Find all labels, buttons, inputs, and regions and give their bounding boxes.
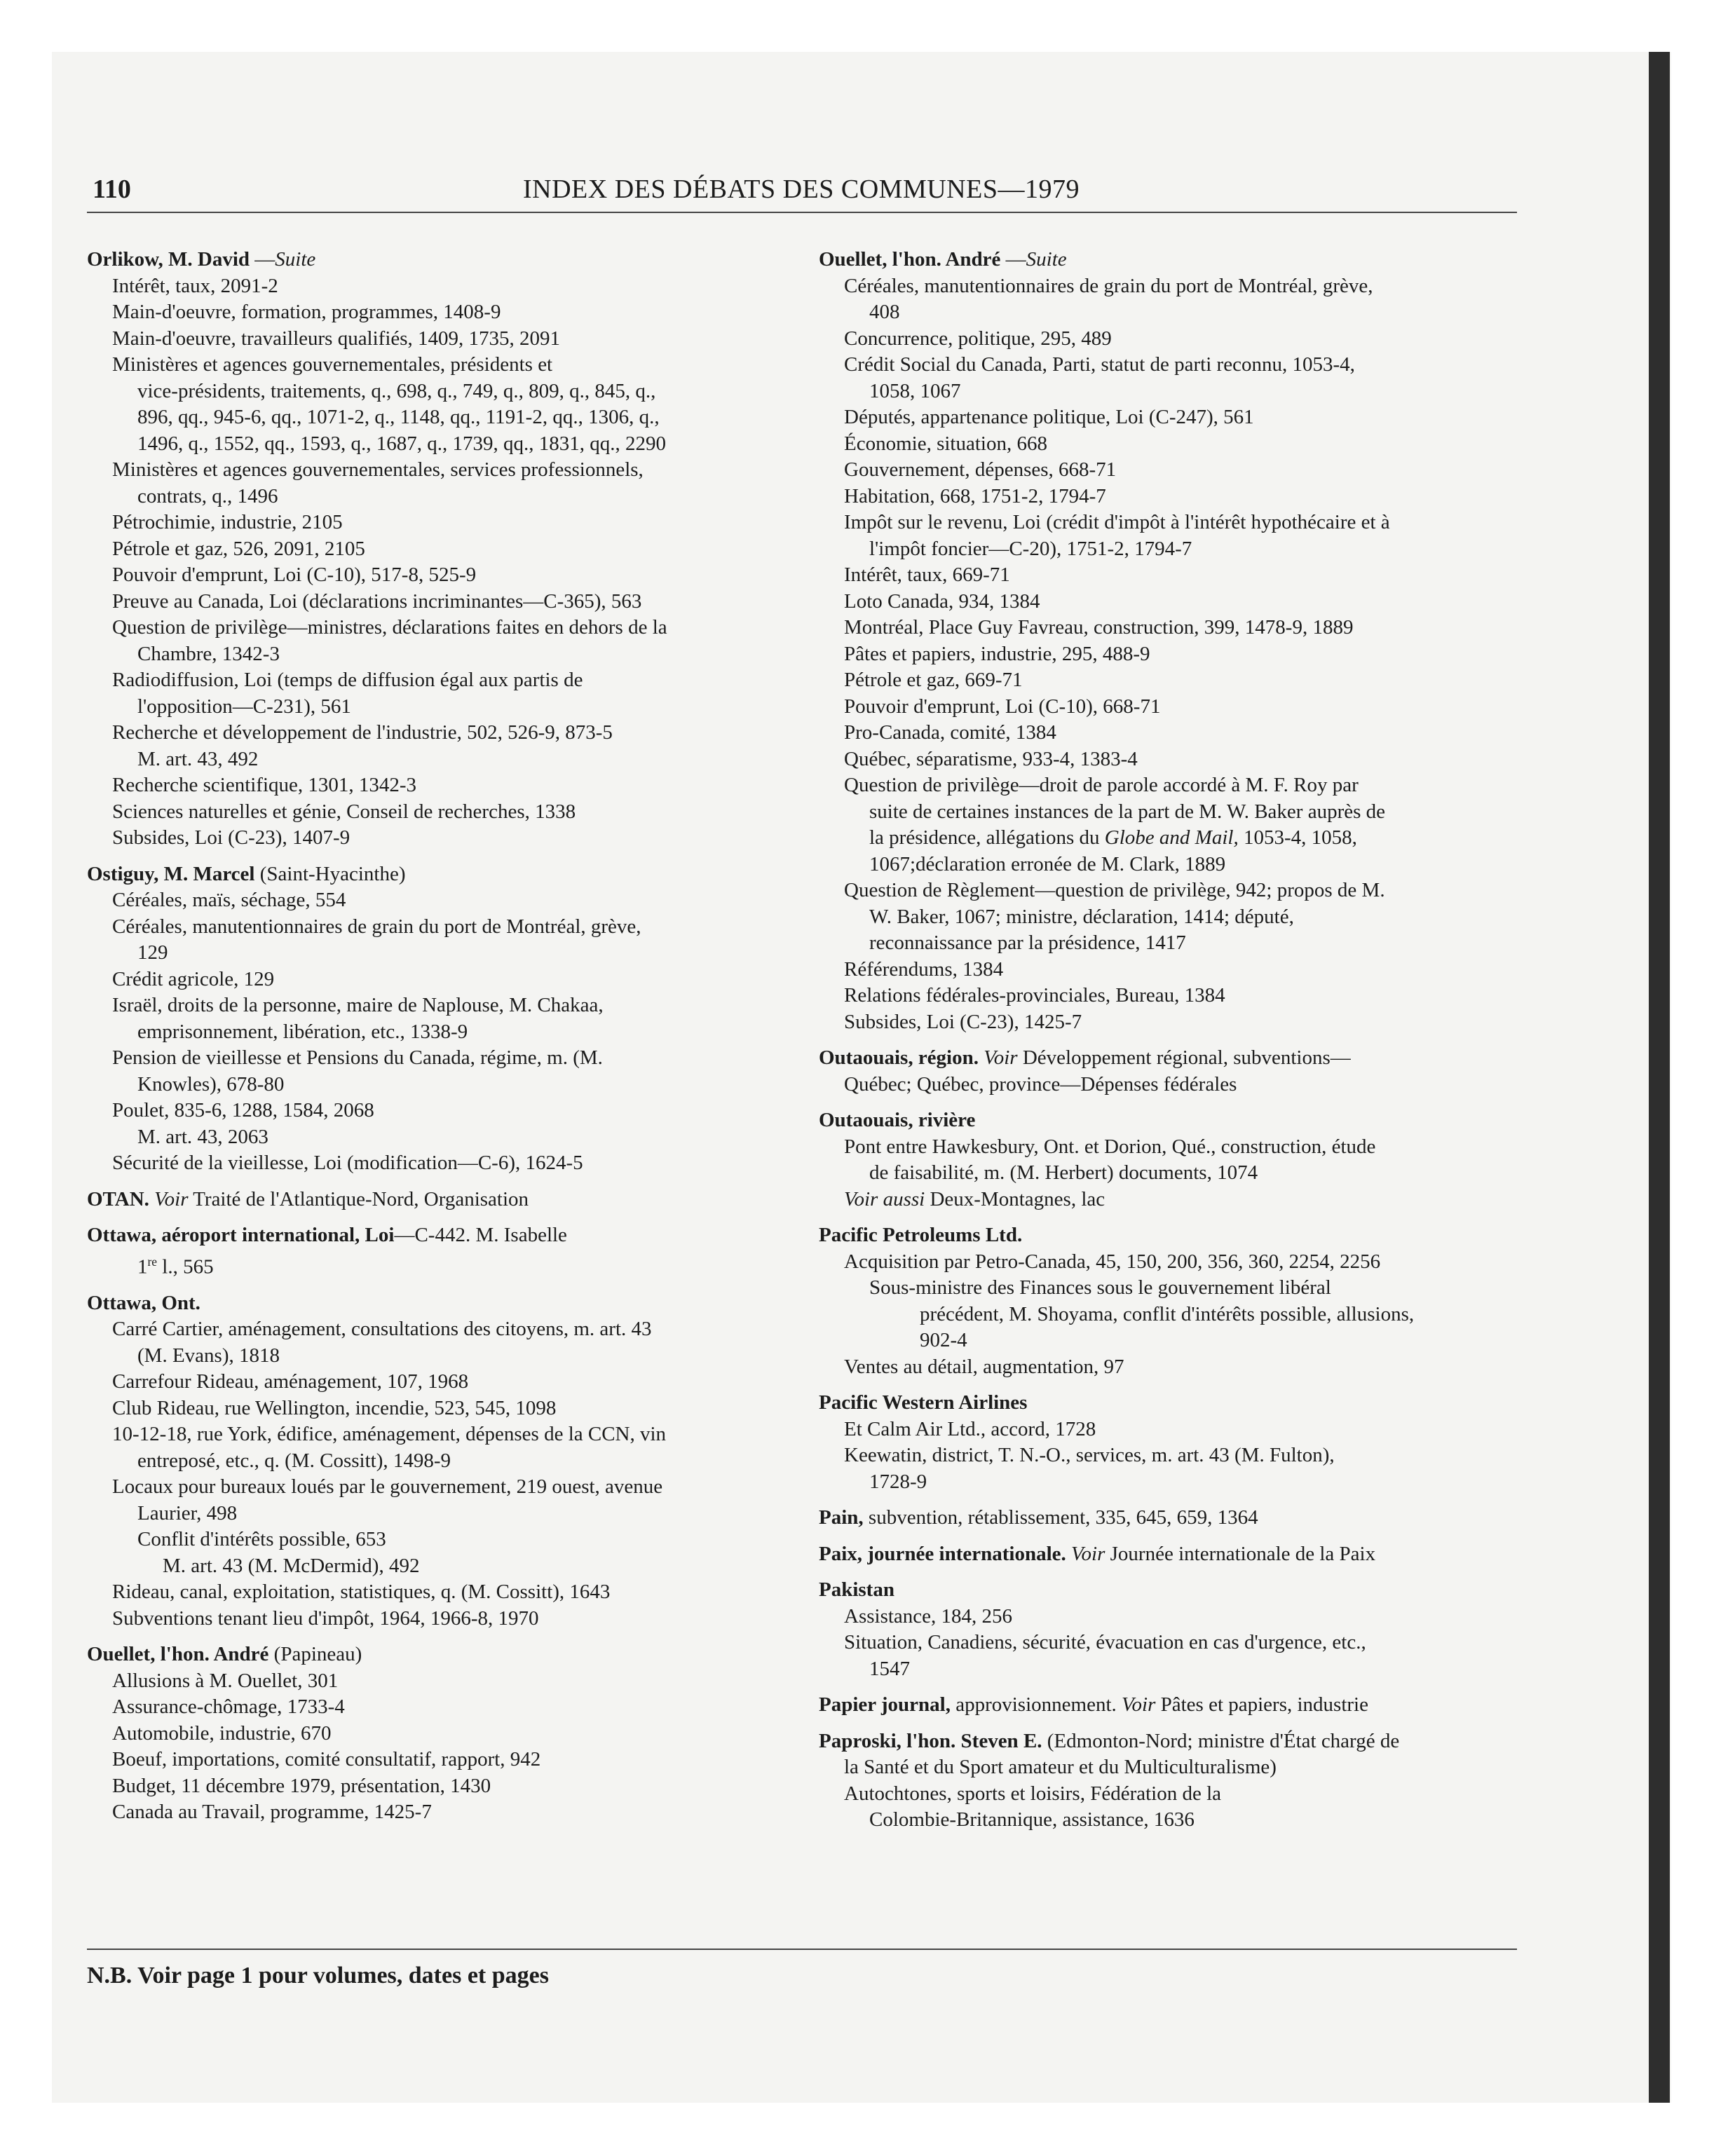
index-subentry: [87, 1606, 788, 1632]
index-entry: [819, 1390, 1520, 1495]
index-subentry: [87, 1098, 788, 1124]
index-entry: [819, 1692, 1520, 1719]
text-run: Sciences naturelles et génie, Conseil de recherches, 1338: [112, 800, 576, 823]
text-run: Autochtones, sports et loisirs, Fédération de la: [844, 1782, 1222, 1805]
index-subentry: [819, 1656, 1520, 1683]
text-run: Voir aussi: [844, 1187, 925, 1210]
text-run: Ostiguy, M. Marcel: [87, 862, 255, 885]
index-subentry: [87, 1448, 788, 1475]
index-heading: [819, 1045, 1520, 1072]
text-run: 1053-4, 1058,: [1238, 826, 1357, 849]
index-heading: [819, 1222, 1520, 1249]
index-subentry: [819, 957, 1520, 983]
index-subentry: [819, 1249, 1520, 1276]
index-subentry: [87, 589, 788, 615]
index-subentry: [87, 510, 788, 536]
index-subentry: [819, 1072, 1520, 1098]
index-subentry: [819, 457, 1520, 484]
index-subentry: [87, 887, 788, 914]
text-run: Pouvoir d'emprunt, Loi (C-10), 668-71: [844, 695, 1161, 718]
index-subentry: [819, 352, 1520, 378]
index-subentry: [87, 562, 788, 589]
index-subentry: [819, 1275, 1520, 1302]
text-run: 1: [137, 1255, 148, 1278]
text-run: Pacific Petroleums Ltd.: [819, 1224, 1023, 1246]
text-run: Globe and Mail,: [1104, 826, 1239, 849]
text-run: l'impôt foncier—C-20), 1751-2, 1794-7: [869, 537, 1192, 560]
text-run: Allusions à M. Ouellet, 301: [112, 1669, 339, 1692]
index-heading: [819, 1505, 1520, 1531]
text-run: Subsides, Loi (C-23), 1407-9: [112, 826, 351, 849]
index-entry: [87, 247, 788, 852]
index-subentry: [87, 1668, 788, 1695]
index-subentry: [87, 694, 788, 721]
index-subentry: [819, 1417, 1520, 1443]
text-run: Habitation, 668, 1751-2, 1794-7: [844, 484, 1106, 507]
index-subentry: [87, 1527, 788, 1553]
index-subentry: [819, 1009, 1520, 1036]
text-run: la présidence, allégations du: [869, 826, 1105, 849]
text-run: M. art. 43, 2063: [137, 1125, 268, 1148]
text-run: Question de privilège—ministres, déclarations faites en dehors de la: [112, 616, 667, 639]
index-entry: [819, 1222, 1520, 1380]
index-subentry: [819, 1134, 1520, 1161]
index-subentry: [819, 825, 1520, 852]
text-run: précédent, M. Shoyama, conflit d'intérêts possible, allusions,: [920, 1302, 1415, 1325]
index-heading: [819, 1541, 1520, 1568]
text-run: Pont entre Hawkesbury, Ont. et Dorion, Qué., construction, étude: [844, 1135, 1376, 1158]
text-run: Radiodiffusion, Loi (temps de diffusion égal aux partis de: [112, 669, 583, 691]
index-subentry: [87, 1579, 788, 1606]
text-run: 1067;déclaration erronée de M. Clark, 1889: [869, 852, 1226, 875]
index-subentry: [87, 1316, 788, 1343]
index-subentry: [87, 536, 788, 563]
text-run: Voir: [154, 1187, 189, 1210]
index-subentry: [87, 799, 788, 826]
index-subentry: [819, 536, 1520, 563]
text-run: 1058, 1067: [869, 379, 961, 402]
text-run: —: [250, 248, 275, 271]
text-run: suite de certaines instances de la part de M. W. Baker auprès de: [869, 800, 1386, 823]
text-run: 408: [869, 301, 900, 323]
text-run: (M. Evans), 1818: [137, 1344, 280, 1367]
text-run: 902-4: [920, 1329, 967, 1351]
index-subentry: [87, 940, 788, 967]
text-run: Main-d'oeuvre, formation, programmes, 1408-9: [112, 301, 501, 323]
index-subentry: [819, 378, 1520, 405]
text-run: Sous-ministre des Finances sous le gouvernement libéral: [869, 1276, 1331, 1299]
index-subentry: [87, 914, 788, 941]
text-run: Montréal, Place Guy Favreau, construction, 399, 1478-9, 1889: [844, 616, 1354, 639]
text-run: Papier journal,: [819, 1693, 951, 1716]
index-subentry: [87, 1773, 788, 1800]
scan-edge-shadow: [1649, 52, 1670, 2103]
index-subentry: [819, 1604, 1520, 1630]
text-run: de faisabilité, m. (M. Herbert) documents, 1074: [869, 1161, 1258, 1184]
text-run: (Papineau): [268, 1643, 362, 1666]
text-run: Question de privilège—droit de parole accordé à M. F. Roy par: [844, 774, 1359, 796]
text-run: reconnaissance par la présidence, 1417: [869, 932, 1186, 954]
index-subentry: [819, 589, 1520, 615]
text-run: contrats, q., 1496: [137, 484, 278, 507]
text-run: entreposé, etc., q. (M. Cossitt), 1498-9: [137, 1449, 451, 1472]
text-run: l., 565: [157, 1255, 214, 1278]
index-subentry: [87, 1421, 788, 1448]
text-run: Pâtes et papiers, industrie: [1155, 1693, 1368, 1716]
index-subentry: [819, 1807, 1520, 1834]
index-subentry: [87, 378, 788, 405]
index-subentry: [819, 694, 1520, 721]
index-subentry: [819, 562, 1520, 589]
text-run: Ottawa, Ont.: [87, 1291, 200, 1314]
index-subentry: [87, 615, 788, 641]
text-run: 129: [137, 941, 168, 964]
index-entry: [819, 247, 1520, 1035]
index-subentry: [87, 273, 788, 300]
text-run: Voir: [1122, 1693, 1156, 1716]
text-run: Impôt sur le revenu, Loi (crédit d'impôt à l'intérêt hypothécaire et à: [844, 511, 1390, 533]
index-entry: [819, 1107, 1520, 1213]
text-run: Pétrole et gaz, 526, 2091, 2105: [112, 537, 365, 560]
index-heading: [819, 1390, 1520, 1417]
index-subentry: [819, 930, 1520, 957]
index-subentry: [819, 431, 1520, 458]
text-run: l'opposition—C-231), 561: [137, 695, 351, 718]
index-subentry: [819, 852, 1520, 878]
index-subentry: [819, 1630, 1520, 1656]
text-run: Développement régional, subventions—: [1017, 1046, 1351, 1069]
index-subentry: [819, 799, 1520, 826]
text-run: Question de Règlement—question de privilège, 942; propos de M.: [844, 879, 1385, 901]
text-run: Subventions tenant lieu d'impôt, 1964, 1966-8, 1970: [112, 1606, 539, 1630]
index-subentry: [87, 1343, 788, 1370]
text-run: Députés, appartenance politique, Loi (C-247), 561: [844, 406, 1254, 428]
text-run: Rideau, canal, exploitation, statistiques, q. (M. Cossitt), 1643: [112, 1581, 611, 1604]
text-run: Acquisition par Petro-Canada, 45, 150, 200, 356, 360, 2254, 2256: [844, 1250, 1381, 1273]
index-heading: [87, 1642, 788, 1668]
index-heading: [87, 1187, 788, 1213]
text-run: Et Calm Air Ltd., accord, 1728: [844, 1417, 1096, 1440]
text-run: —: [1000, 248, 1026, 271]
index-subentry: [87, 1396, 788, 1422]
text-run: Suite: [1026, 248, 1067, 271]
index-subentry: [819, 667, 1520, 694]
index-heading: [819, 1692, 1520, 1719]
page-header: [87, 168, 1516, 213]
text-run: Conflit d'intérêts possible, 653: [137, 1528, 386, 1551]
text-run: Ouellet, l'hon. André: [819, 248, 1001, 271]
text-run: Loto Canada, 934, 1384: [844, 589, 1040, 613]
text-run: Pension de vieillesse et Pensions du Canada, régime, m. (M.: [112, 1046, 603, 1069]
index-subentry: [87, 1019, 788, 1046]
text-run: Ottawa, aéroport international, Loi: [87, 1224, 395, 1246]
index-subentry: [819, 404, 1520, 431]
index-entry: [87, 1290, 788, 1632]
index-subentry: [87, 404, 788, 431]
index-subentry: [819, 720, 1520, 746]
index-entry: [87, 861, 788, 1177]
text-run: emprisonnement, libération, etc., 1338-9: [137, 1020, 468, 1043]
text-run: 1547: [869, 1657, 910, 1680]
index-subentry: [819, 510, 1520, 536]
index-subentry: [87, 1369, 788, 1396]
text-run: Journée internationale de la Paix: [1105, 1542, 1376, 1565]
index-subentry: [87, 1045, 788, 1072]
text-run: Paix, journée internationale.: [819, 1542, 1066, 1565]
index-subentry: [819, 273, 1520, 300]
index-subentry: [819, 1754, 1520, 1781]
index-column-left: [87, 247, 788, 1836]
index-entry: [819, 1541, 1520, 1568]
text-run: Orlikow, M. David: [87, 248, 250, 271]
index-subentry: [819, 746, 1520, 773]
index-subentry: [819, 326, 1520, 353]
text-run: Recherche scientifique, 1301, 1342-3: [112, 774, 417, 796]
text-run: Paproski, l'hon. Steven E.: [819, 1729, 1042, 1752]
index-subentry: [819, 1187, 1520, 1213]
index-subentry: [87, 1553, 788, 1580]
index-entry: [819, 1505, 1520, 1531]
text-run: Ministères et agences gouvernementales, services professionnels,: [112, 458, 644, 481]
text-run: Assurance-chômage, 1733-4: [112, 1696, 345, 1719]
text-run: Budget, 11 décembre 1979, présentation, 1430: [112, 1774, 491, 1797]
index-column-right: [819, 247, 1520, 1843]
text-run: Voir: [1071, 1542, 1105, 1565]
text-run: Poulet, 835-6, 1288, 1584, 2068: [112, 1099, 374, 1121]
text-run: Situation, Canadiens, sécurité, évacuation en cas d'urgence, etc.,: [844, 1631, 1366, 1653]
index-subentry: [87, 352, 788, 378]
text-run: Crédit agricole, 129: [112, 967, 275, 990]
index-subentry: [87, 667, 788, 694]
index-subentry: [87, 1150, 788, 1177]
index-entry: [819, 1045, 1520, 1098]
index-entry: [87, 1222, 788, 1281]
index-subentry: [819, 1442, 1520, 1469]
text-run: Gouvernement, dépenses, 668-71: [844, 458, 1117, 481]
text-run: M. art. 43 (M. McDermid), 492: [163, 1554, 420, 1577]
index-subentry: [87, 326, 788, 353]
index-subentry: [87, 457, 788, 484]
text-run: Locaux pour bureaux loués par le gouvernement, 219 ouest, avenue: [112, 1475, 663, 1499]
index-heading: [87, 861, 788, 888]
index-subentry: [87, 825, 788, 852]
index-subentry: [87, 1474, 788, 1501]
page-number: 110: [93, 175, 131, 204]
index-subentry: [819, 1354, 1520, 1381]
index-subentry: [87, 1721, 788, 1747]
text-run: vice-présidents, traitements, q., 698, q., 749, q., 809, q., 845, q.,: [137, 379, 656, 402]
text-run: Relations fédérales-provinciales, Bureau, 1384: [844, 984, 1225, 1007]
text-run: Ventes au détail, augmentation, 97: [844, 1355, 1124, 1378]
text-run: Sécurité de la vieillesse, Loi (modification—C-6), 1624-5: [112, 1152, 583, 1174]
text-run: Subsides, Loi (C-23), 1425-7: [844, 1010, 1082, 1033]
text-run: Pâtes et papiers, industrie, 295, 488-9: [844, 642, 1150, 665]
text-run: Ouellet, l'hon. André: [87, 1643, 269, 1666]
text-run: Québec; Québec, province—Dépenses fédérales: [844, 1072, 1237, 1096]
index-subentry: [87, 641, 788, 668]
text-run: OTAN.: [87, 1187, 149, 1210]
text-run: Israël, droits de la personne, maire de Naplouse, M. Chakaa,: [112, 994, 604, 1016]
index-subentry: [819, 983, 1520, 1009]
text-run: Pouvoir d'emprunt, Loi (C-10), 517-8, 525-9: [112, 564, 477, 586]
text-run: W. Baker, 1067; ministre, déclaration, 1414; député,: [869, 905, 1294, 928]
text-run: Économie, situation, 668: [844, 432, 1047, 455]
index-subentry: [87, 992, 788, 1019]
index-subentry: [87, 1072, 788, 1098]
text-run: (Saint-Hyacinthe): [254, 862, 406, 885]
index-heading: [819, 1728, 1520, 1755]
text-run: Main-d'oeuvre, travailleurs qualifiés, 1409, 1735, 2091: [112, 327, 561, 350]
text-run: 1496, q., 1552, qq., 1593, q., 1687, q., 1739, qq., 1831, qq., 2290: [137, 432, 666, 455]
text-run: Carrefour Rideau, aménagement, 107, 1968: [112, 1370, 469, 1393]
text-run: Pro-Canada, comité, 1384: [844, 721, 1056, 744]
text-run: Pétrole et gaz, 669-71: [844, 669, 1023, 691]
text-run: la Santé et du Sport amateur et du Multiculturalisme): [844, 1756, 1277, 1778]
index-subentry: [819, 641, 1520, 668]
text-run: Intérêt, taux, 669-71: [844, 564, 1010, 586]
index-subentry: [87, 1249, 788, 1281]
text-run: Québec, séparatisme, 933-4, 1383-4: [844, 747, 1138, 770]
text-run: (Edmonton-Nord; ministre d'État chargé de: [1042, 1729, 1400, 1752]
text-run: Céréales, maïs, séchage, 554: [112, 889, 346, 911]
index-subentry: [819, 1781, 1520, 1808]
index-subentry: [819, 1328, 1520, 1354]
text-run: Laurier, 498: [137, 1501, 238, 1524]
text-run: Canada au Travail, programme, 1425-7: [112, 1801, 432, 1824]
text-run: 1728-9: [869, 1470, 927, 1493]
index-subentry: [819, 484, 1520, 510]
text-run: Outaouais, région.: [819, 1046, 979, 1069]
index-subentry: [819, 615, 1520, 641]
text-run: Club Rideau, rue Wellington, incendie, 523, 545, 1098: [112, 1396, 557, 1419]
index-heading: [87, 1290, 788, 1317]
text-run: re: [147, 1254, 158, 1269]
index-subentry: [819, 1160, 1520, 1187]
index-subentry: [87, 967, 788, 993]
index-subentry: [87, 1747, 788, 1773]
text-run: Intérêt, taux, 2091-2: [112, 274, 278, 297]
index-heading: [819, 247, 1520, 273]
footer-note: N.B. Voir page 1 pour volumes, dates et pages: [87, 1963, 549, 1988]
index-heading: [87, 1222, 788, 1249]
text-run: Keewatin, district, T. N.-O., services, m. art. 43 (M. Fulton),: [844, 1444, 1335, 1466]
text-run: Voir: [984, 1046, 1018, 1069]
text-run: Pacific Western Airlines: [819, 1391, 1028, 1414]
text-run: Knowles), 678-80: [137, 1072, 285, 1096]
text-run: Suite: [275, 248, 316, 271]
text-run: Recherche et développement de l'industrie, 502, 526-9, 873-5: [112, 721, 613, 744]
running-title: INDEX DES DÉBATS DES COMMUNES—1979: [523, 175, 1080, 204]
index-entry: [819, 1728, 1520, 1834]
footer-rule: [87, 1949, 1517, 1950]
text-run: [1066, 1543, 1071, 1565]
index-subentry: [87, 1124, 788, 1151]
text-run: Pain,: [819, 1506, 864, 1529]
text-run: Pakistan: [819, 1578, 894, 1601]
text-run: —C-442. M. Isabelle: [394, 1224, 567, 1246]
index-entry: [819, 1577, 1520, 1682]
text-run: subvention, rétablissement, 335, 645, 659, 1364: [863, 1506, 1258, 1529]
text-run: Boeuf, importations, comité consultatif, rapport, 942: [112, 1748, 541, 1771]
index-subentry: [87, 299, 788, 326]
index-subentry: [819, 772, 1520, 799]
text-run: Crédit Social du Canada, Parti, statut de parti reconnu, 1053-4,: [844, 353, 1355, 376]
index-subentry: [87, 431, 788, 458]
header-rule: [87, 212, 1517, 213]
index-subentry: [87, 1501, 788, 1527]
index-entry: [87, 1642, 788, 1826]
index-subentry: [819, 1302, 1520, 1328]
text-run: M. art. 43, 492: [137, 747, 259, 770]
index-subentry: [819, 1469, 1520, 1496]
index-subentry: [87, 1799, 788, 1826]
index-subentry: [819, 904, 1520, 931]
index-subentry: [819, 878, 1520, 904]
text-run: Traité de l'Atlantique-Nord, Organisation: [188, 1187, 529, 1210]
text-run: Colombie-Britannique, assistance, 1636: [869, 1808, 1195, 1831]
index-subentry: [87, 1694, 788, 1721]
text-run: Ministères et agences gouvernementales, présidents et: [112, 353, 553, 376]
text-run: Assistance, 184, 256: [844, 1604, 1013, 1628]
text-run: Outaouais, rivière: [819, 1109, 976, 1131]
index-subentry: [87, 484, 788, 510]
index-subentry: [87, 746, 788, 773]
text-run: approvisionnement.: [950, 1693, 1122, 1716]
text-run: Preuve au Canada, Loi (déclarations incriminantes—C-365), 563: [112, 589, 642, 613]
index-entry: [87, 1187, 788, 1213]
text-run: Chambre, 1342-3: [137, 642, 280, 665]
text-run: 10-12-18, rue York, édifice, aménagement, dépenses de la CCN, vin: [112, 1423, 667, 1446]
index-heading: [87, 247, 788, 273]
index-subentry: [87, 720, 788, 746]
text-run: Deux-Montagnes, lac: [925, 1187, 1105, 1210]
text-run: Céréales, manutentionnaires de grain du port de Montréal, grève,: [112, 915, 641, 938]
text-run: Pétrochimie, industrie, 2105: [112, 511, 343, 533]
text-run: Automobile, industrie, 670: [112, 1721, 332, 1745]
text-run: Référendums, 1384: [844, 957, 1004, 981]
text-run: 896, qq., 945-6, qq., 1071-2, q., 1148, qq., 1191-2, qq., 1306, q.,: [137, 406, 660, 428]
text-run: Concurrence, politique, 295, 489: [844, 327, 1112, 350]
index-subentry: [87, 772, 788, 799]
index-heading: [819, 1107, 1520, 1134]
text-run: Carré Cartier, aménagement, consultations des citoyens, m. art. 43: [112, 1318, 652, 1341]
index-subentry: [819, 299, 1520, 326]
text-run: Céréales, manutentionnaires de grain du port de Montréal, grève,: [844, 274, 1373, 297]
index-heading: [819, 1577, 1520, 1604]
